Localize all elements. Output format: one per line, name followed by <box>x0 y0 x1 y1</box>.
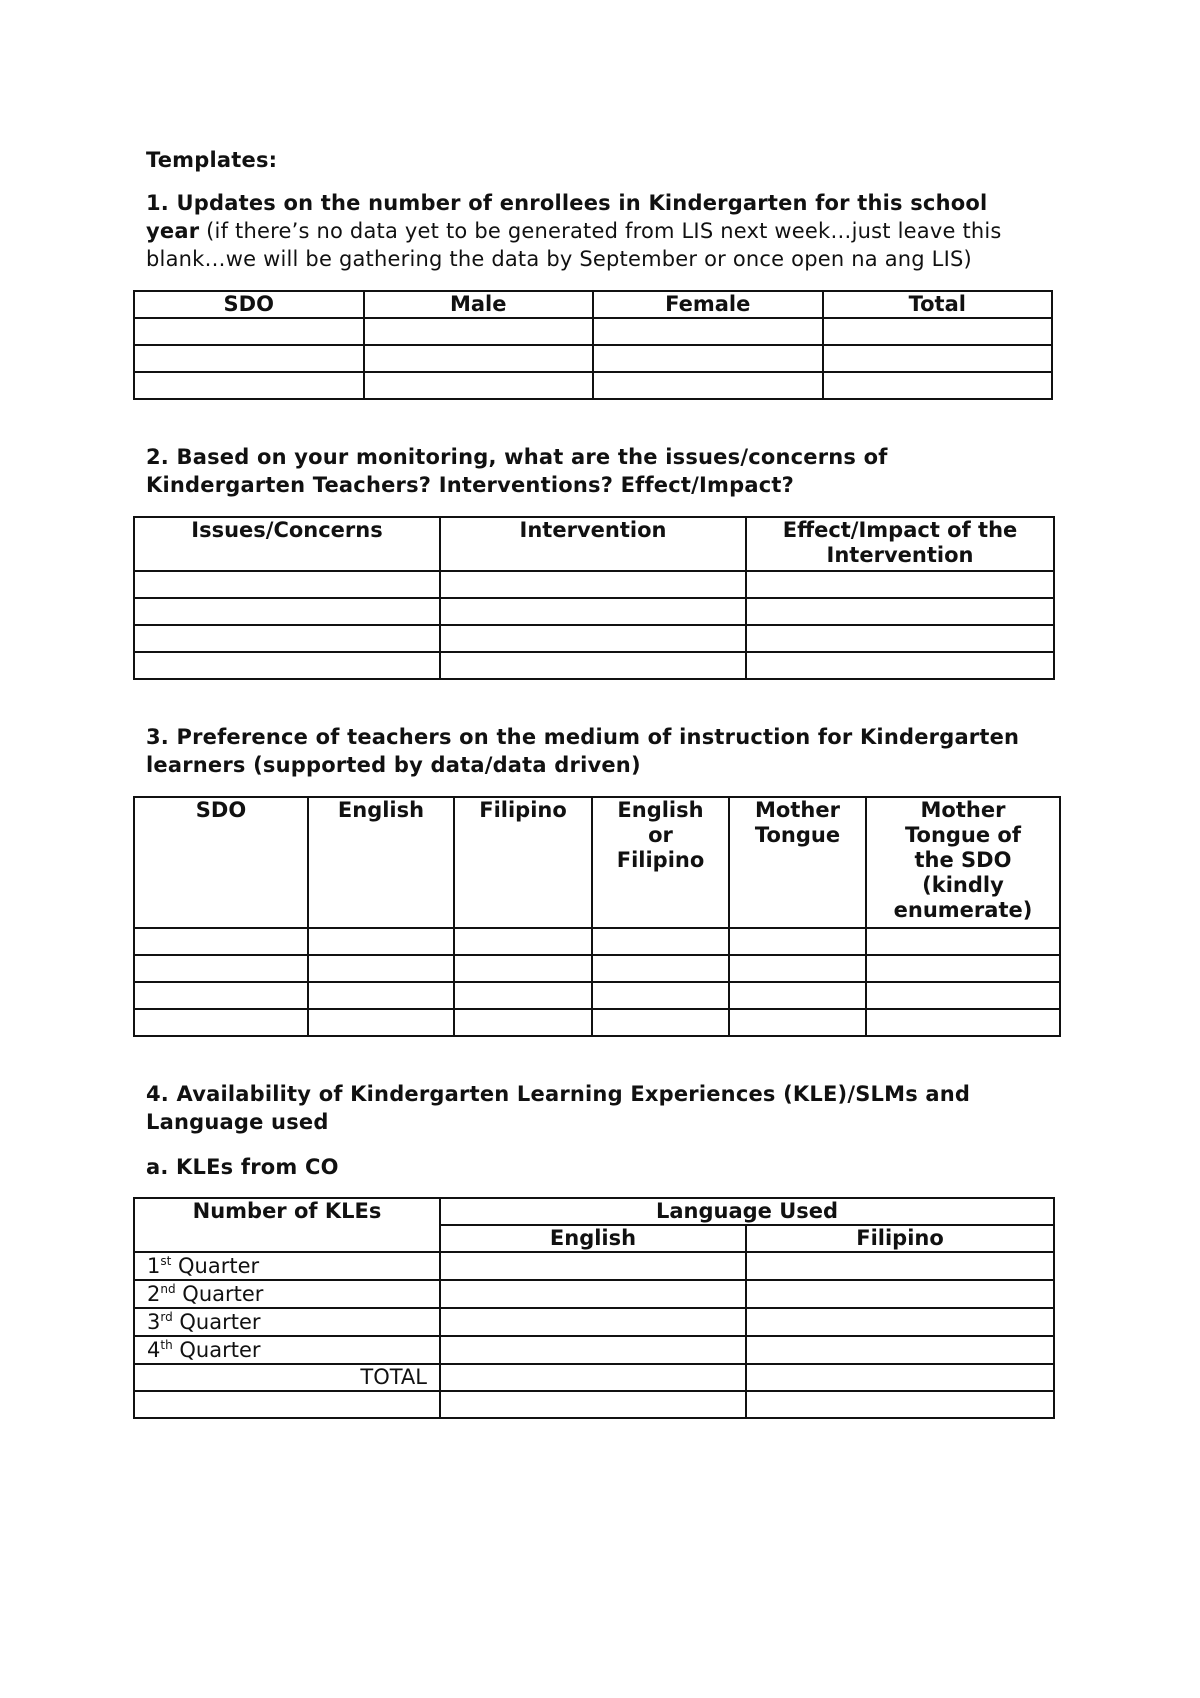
section1-heading-bold-tail: year <box>146 219 200 243</box>
table-cell[interactable] <box>866 955 1060 982</box>
section1-note-line1: (if there’s no data yet to be generated from LIS next week…just leave this <box>206 219 1002 243</box>
section3-heading-line2: learners (supported by data/data driven) <box>146 753 641 777</box>
quarter-text: Quarter <box>172 1338 261 1362</box>
table-cell[interactable] <box>823 345 1053 372</box>
table-cell[interactable] <box>134 598 440 625</box>
table-cell[interactable] <box>308 955 454 982</box>
header-english: English <box>440 1225 746 1252</box>
header-english-or-filipino <box>592 797 729 928</box>
header-sdo: SDO <box>134 291 364 318</box>
header-total: Total <box>823 291 1053 318</box>
table-row <box>134 372 1052 399</box>
table-row <box>134 625 1054 652</box>
section3-heading-line1: 3. Preference of teachers on the medium of instruction for Kindergarten <box>146 725 1020 749</box>
table-cell[interactable] <box>746 1336 1054 1364</box>
table-cell[interactable] <box>440 1391 746 1418</box>
table-header-row <box>134 797 1060 928</box>
quarter-text: Quarter <box>171 1254 260 1278</box>
header-number-of-kles: Number of KLEs <box>134 1198 440 1252</box>
header-line: Tongue <box>754 823 841 847</box>
header-filipino <box>454 797 592 928</box>
table-cell[interactable] <box>593 345 823 372</box>
header-language-used: Language Used <box>440 1198 1054 1225</box>
table-cell[interactable] <box>440 625 746 652</box>
table-cell[interactable] <box>134 318 364 345</box>
header-filipino-text: Filipino <box>479 798 567 822</box>
table-cell[interactable] <box>364 372 594 399</box>
table-cell[interactable] <box>746 652 1054 679</box>
table-cell[interactable] <box>134 345 364 372</box>
table-cell[interactable] <box>823 318 1053 345</box>
table-cell[interactable] <box>729 982 866 1009</box>
table-cell[interactable] <box>134 1391 440 1418</box>
table-cell[interactable] <box>729 928 866 955</box>
table-cell[interactable] <box>308 1009 454 1036</box>
quarter-num: 1 <box>147 1254 161 1278</box>
table-cell[interactable] <box>454 928 592 955</box>
section1-heading-cont <box>146 217 1002 245</box>
table-row <box>134 318 1052 345</box>
table-cell[interactable] <box>440 1308 746 1336</box>
table-cell[interactable] <box>308 928 454 955</box>
header-line: Filipino <box>616 848 705 872</box>
section4-heading-line2: Language used <box>146 1110 329 1134</box>
table-cell[interactable] <box>729 955 866 982</box>
table-cell[interactable] <box>454 982 592 1009</box>
table-cell[interactable] <box>440 1280 746 1308</box>
table-cell[interactable] <box>440 1252 746 1280</box>
header-english <box>308 797 454 928</box>
header-mother-tongue-sdo <box>866 797 1060 928</box>
section1-heading: 1. Updates on the number of enrollees in Kindergarten for this school <box>146 191 988 215</box>
header-intervention: Intervention <box>440 517 746 571</box>
table-row <box>134 345 1052 372</box>
table-cell[interactable] <box>592 955 729 982</box>
quarter-suffix: nd <box>160 1282 176 1296</box>
table-cell[interactable] <box>746 1308 1054 1336</box>
header-male: Male <box>364 291 594 318</box>
issues-table <box>133 516 1055 680</box>
header-english-text: English <box>337 798 425 822</box>
table-cell[interactable] <box>746 625 1054 652</box>
header-issues: Issues/Concerns <box>134 517 440 571</box>
table-cell[interactable] <box>440 598 746 625</box>
section2-heading-line1: 2. Based on your monitoring, what are the issues/concerns of <box>146 445 888 469</box>
table-row <box>134 652 1054 679</box>
table-cell[interactable] <box>440 652 746 679</box>
table-cell[interactable] <box>440 571 746 598</box>
table-cell[interactable] <box>746 1391 1054 1418</box>
table-cell[interactable] <box>134 372 364 399</box>
table-cell[interactable] <box>134 652 440 679</box>
table-cell[interactable] <box>729 1009 866 1036</box>
table-cell[interactable] <box>134 625 440 652</box>
header-effect <box>746 517 1054 571</box>
header-female: Female <box>593 291 823 318</box>
section4-sub-a: a. KLEs from CO <box>146 1155 339 1179</box>
table-row <box>134 1308 1054 1336</box>
table-row <box>134 571 1054 598</box>
table-cell[interactable] <box>454 955 592 982</box>
table-row <box>134 1336 1054 1364</box>
quarter-suffix: st <box>160 1254 172 1268</box>
quarter-text: Quarter <box>172 1310 261 1334</box>
table-row <box>134 955 1060 982</box>
header-line: (kindly <box>922 873 1004 897</box>
section1-note-line2: blank…we will be gathering the data by September or once open na ang LIS) <box>146 247 972 271</box>
table-cell[interactable] <box>866 1009 1060 1036</box>
quarter-num: 3 <box>147 1310 161 1334</box>
table-cell[interactable] <box>134 928 308 955</box>
table-header-row <box>134 291 1052 318</box>
table-cell[interactable] <box>866 982 1060 1009</box>
table-cell[interactable] <box>593 318 823 345</box>
table-row <box>134 1009 1060 1036</box>
quarter-label <box>134 1308 440 1336</box>
table-cell[interactable] <box>440 1336 746 1364</box>
section4-heading-line1: 4. Availability of Kindergarten Learning Experiences (KLE)/SLMs and <box>146 1082 971 1106</box>
table-row <box>134 1280 1054 1308</box>
table-cell[interactable] <box>134 1009 308 1036</box>
header-effect-line1: Effect/Impact of the <box>782 518 1018 542</box>
table-cell[interactable] <box>746 1364 1054 1391</box>
quarter-label <box>134 1336 440 1364</box>
templates-label: Templates: <box>146 148 278 172</box>
table-cell[interactable] <box>592 928 729 955</box>
quarter-label <box>134 1252 440 1280</box>
quarter-num: 4 <box>147 1338 161 1362</box>
table-cell[interactable] <box>364 318 594 345</box>
header-line: Mother <box>755 798 840 822</box>
quarter-suffix: rd <box>160 1310 173 1324</box>
header-line: enumerate) <box>893 898 1033 922</box>
table-cell[interactable] <box>454 1009 592 1036</box>
table-header-row <box>134 1198 1054 1225</box>
header-effect-line2: Intervention <box>826 543 974 567</box>
table-cell[interactable] <box>134 982 308 1009</box>
table-cell[interactable] <box>866 928 1060 955</box>
header-line: the SDO <box>914 848 1012 872</box>
header-line: Tongue of <box>904 823 1021 847</box>
table-cell[interactable] <box>308 982 454 1009</box>
quarter-suffix: th <box>160 1338 173 1352</box>
table-row <box>134 928 1060 955</box>
medium-table <box>133 796 1061 1037</box>
enrollees-table <box>133 290 1053 400</box>
header-sdo <box>134 797 308 928</box>
table-cell[interactable] <box>364 345 594 372</box>
table-cell[interactable] <box>746 598 1054 625</box>
table-cell[interactable] <box>134 955 308 982</box>
header-line: Mother <box>920 798 1006 822</box>
table-row <box>134 598 1054 625</box>
header-sdo-text: SDO <box>195 798 247 822</box>
quarter-text: Quarter <box>175 1282 264 1306</box>
table-cell[interactable] <box>823 372 1053 399</box>
quarter-label <box>134 1280 440 1308</box>
table-row <box>134 982 1060 1009</box>
table-row <box>134 1252 1054 1280</box>
header-filipino: Filipino <box>746 1225 1054 1252</box>
header-mother-tongue <box>729 797 866 928</box>
section2-heading-line2: Kindergarten Teachers? Interventions? Effect/Impact? <box>146 473 794 497</box>
table-cell[interactable] <box>746 571 1054 598</box>
table-cell[interactable] <box>746 1252 1054 1280</box>
table-cell[interactable] <box>134 571 440 598</box>
table-cell[interactable] <box>592 982 729 1009</box>
header-line: English <box>617 798 704 822</box>
table-cell[interactable] <box>592 1009 729 1036</box>
table-cell[interactable] <box>593 372 823 399</box>
table-total-row <box>134 1364 1054 1391</box>
kle-table <box>133 1197 1055 1419</box>
total-label: TOTAL <box>134 1364 440 1391</box>
table-row <box>134 1391 1054 1418</box>
table-cell[interactable] <box>746 1280 1054 1308</box>
table-cell[interactable] <box>440 1364 746 1391</box>
header-line: or <box>648 823 673 847</box>
quarter-num: 2 <box>147 1282 161 1306</box>
table-header-row <box>134 517 1054 571</box>
